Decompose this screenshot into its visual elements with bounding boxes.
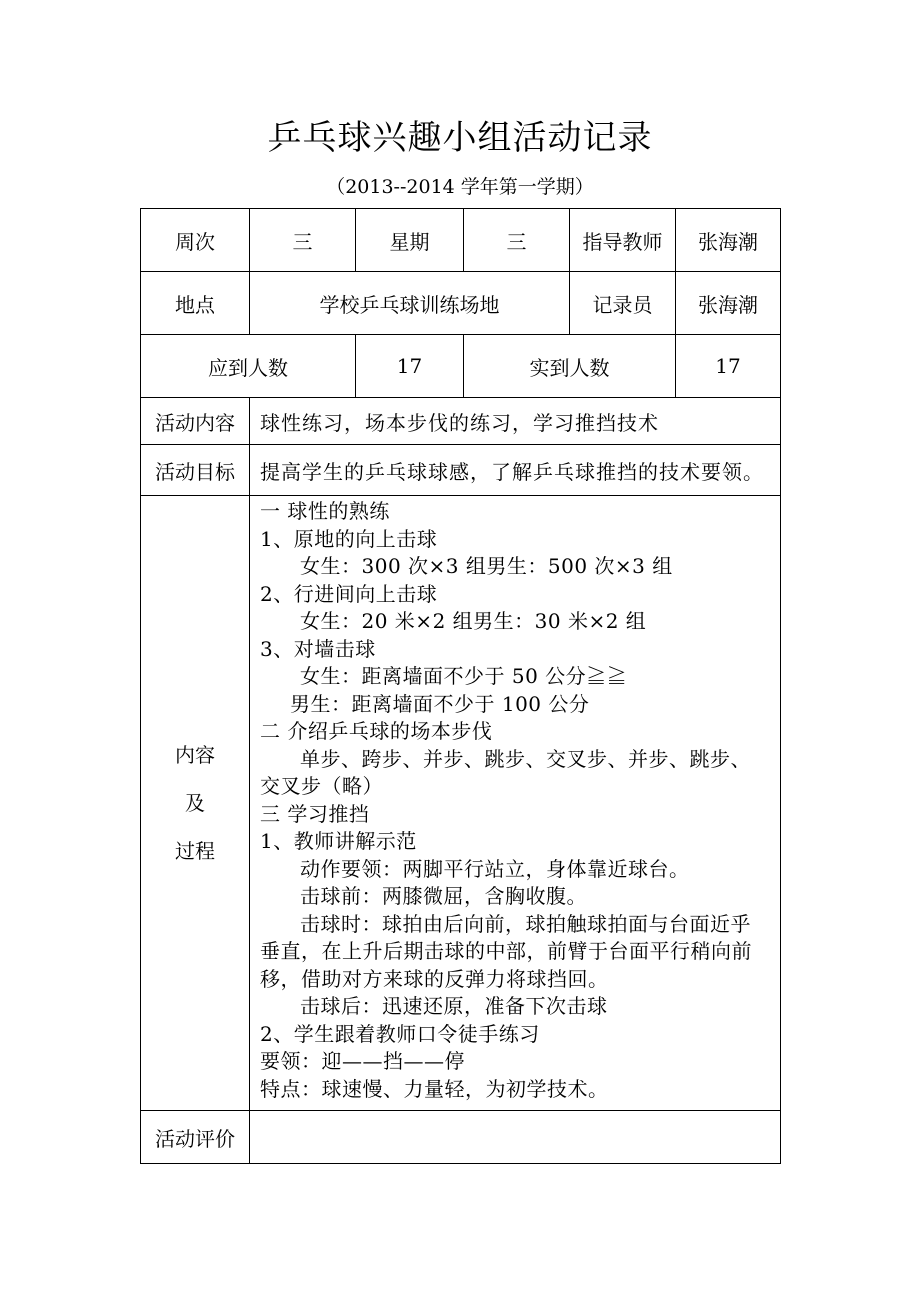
- process-label: [141, 496, 250, 1111]
- table-row-attendance: [141, 335, 781, 398]
- teacher-value: 张海潮: [676, 209, 781, 272]
- weekday-value: 三: [464, 209, 570, 272]
- process-line: 一 球性的熟练: [260, 499, 390, 523]
- evaluation-label: 活动评价: [141, 1111, 250, 1164]
- process-label-line: 内容: [175, 743, 215, 767]
- process-line: 2、行进间向上击球: [260, 581, 438, 606]
- process-line: 单步、跨步、并步、跳步、交叉步、并步、跳步、: [300, 746, 751, 771]
- process-line: 3、对墙击球: [260, 636, 376, 661]
- place-value: 学校乒乓球训练场地: [250, 272, 570, 335]
- process-label-line: 及: [185, 791, 205, 815]
- place-label: 地点: [141, 272, 250, 335]
- process-line: 击球后：迅速还原，准备下次击球: [300, 994, 608, 1018]
- evaluation-value[interactable]: [250, 1111, 781, 1164]
- recorder-label: 记录员: [570, 272, 676, 335]
- process-line: 要领：迎——挡——停: [260, 1049, 465, 1073]
- goal-label: 活动目标: [141, 445, 250, 496]
- process-line: 1、原地的向上击球: [260, 526, 438, 551]
- table-row-content: [141, 398, 781, 445]
- process-line: 击球时：球拍由后向前，球拍触球拍面与台面近乎: [300, 911, 751, 936]
- process-label-line: 过程: [175, 839, 215, 863]
- process-line: 交叉步（略）: [260, 774, 383, 798]
- process-line: 女生：20 米×2 组男生：30 米×2 组: [300, 609, 647, 633]
- process-line: 女生：300 次×3 组男生：500 次×3 组: [300, 554, 673, 578]
- table-row-process: [141, 496, 781, 1111]
- page-title: 乒乓球兴趣小组活动记录: [267, 118, 653, 158]
- teacher-label: 指导教师: [570, 209, 676, 272]
- activity-record-table: [140, 208, 781, 1164]
- page-subtitle: （2013--2014 学年第一学期）: [326, 176, 594, 198]
- table-row-week: [141, 209, 781, 272]
- process-line: 三 学习推挡: [260, 801, 370, 826]
- actual-label: 实到人数: [464, 335, 676, 398]
- process-line: 1、教师讲解示范: [260, 829, 417, 853]
- content-label: 活动内容: [141, 398, 250, 445]
- goal-value: 提高学生的乒乓球球感，了解乒乓球推挡的技术要领。: [250, 445, 781, 496]
- expected-label: 应到人数: [141, 335, 356, 398]
- process-line: 特点：球速慢、力量轻，为初学技术。: [260, 1076, 609, 1101]
- recorder-value: 张海潮: [676, 272, 781, 335]
- process-line: 移，借助对方来球的反弹力将球挡回。: [260, 966, 609, 991]
- table-row-goal: [141, 445, 781, 496]
- actual-value: 17: [676, 335, 781, 398]
- process-line: 2、学生跟着教师口令徒手练习: [260, 1021, 540, 1046]
- process-line: 垂直，在上升后期击球的中部，前臂于台面平行稍向前: [260, 939, 752, 963]
- week-label: 周次: [141, 209, 250, 272]
- table-row-evaluation: [141, 1111, 781, 1164]
- process-line: 击球前：两膝微屈，含胸收腹。: [300, 884, 587, 908]
- weekday-label: 星期: [356, 209, 464, 272]
- process-line: 二 介绍乒乓球的场本步伐: [260, 719, 493, 743]
- table-row-place: [141, 272, 781, 335]
- process-line: 男生：距离墙面不少于 100 公分: [290, 691, 590, 716]
- content-value: 球性练习，场本步伐的练习，学习推挡技术: [250, 398, 781, 445]
- week-value: 三: [250, 209, 356, 272]
- process-line: 女生：距离墙面不少于 50 公分≧≧: [300, 664, 628, 688]
- expected-value: 17: [356, 335, 464, 398]
- process-line: 动作要领：两脚平行站立，身体靠近球台。: [300, 856, 690, 881]
- process-content: [250, 496, 781, 1111]
